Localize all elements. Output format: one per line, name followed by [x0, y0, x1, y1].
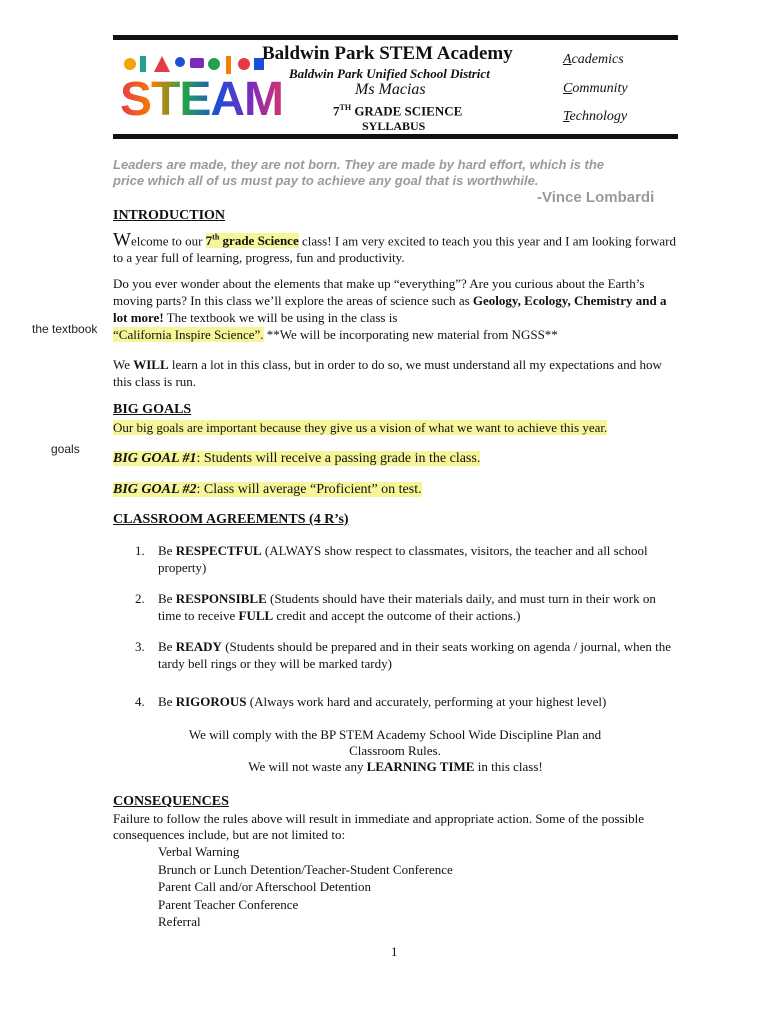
school-name: Baldwin Park STEM Academy — [262, 43, 513, 64]
agreement-item: 3. Be READY (Students should be prepared and in their seats working on agenda / journal, when the tardy bell rings or they will be marked tardy) — [135, 639, 672, 671]
intro-paragraph-2: Do you ever wonder about the elements that make up “everything”? Are you curious about the Earth’s moving parts? In this class we’ll explore the areas of science such as Geology, Ecology, Chemistry and a lot more! The textbook we will be using in the class is “California Inspire Science”. **We will be incorporating new material from NGSS** — [113, 276, 667, 342]
agreements-heading: CLASSROOM AGREEMENTS (4 R’s) — [113, 512, 349, 527]
list-item: Referral — [158, 914, 201, 929]
consequences-list — [158, 843, 453, 931]
intro-paragraph-1: Welcome to our 7th grade Science class! I am very excited to teach you this year and I am looking forward to a year full of learning, progress, fun and productivity. — [113, 229, 676, 266]
consequences-intro: Failure to follow the rules above will result in immediate and appropriate action. Some of the possible consequences include, but are not limited to: — [113, 811, 645, 842]
steam-logo — [118, 52, 283, 130]
header-top-rule — [113, 35, 678, 40]
page-number: 1 — [391, 944, 398, 959]
goals-intro: Our big goals are important because they give us a vision of what we want to achieve this year. — [113, 420, 608, 435]
agreement-item: 1. Be RESPECTFUL (ALWAYS show respect to classmates, visitors, the teacher and all school property) — [135, 543, 648, 575]
act-technology: Technology — [563, 109, 628, 124]
intro-paragraph-3: We WILL learn a lot in this class, but in order to do so, we must understand all my expectations and how this class is run. — [113, 357, 662, 389]
quote-text: Leaders are made, they are not born. They are made by hard effort, which is the price which all of us must pay to achieve any goal that is worthwhile. — [113, 157, 605, 188]
list-item: Parent Teacher Conference — [158, 896, 299, 912]
goals-heading: BIG GOALS — [113, 402, 192, 417]
list-item: Brunch or Lunch Detention/Teacher-Student Conference — [158, 861, 453, 877]
teacher-name: Ms Macias — [355, 81, 426, 98]
big-goal-1: BIG GOAL #1: Students will receive a passing grade in the class. — [113, 451, 481, 466]
agreement-item: 4. Be RIGOROUS (Always work hard and accurately, performing at your highest level) — [135, 694, 607, 709]
act-academics: Academics — [563, 52, 624, 67]
comply-statement: We will comply with the BP STEM Academy School Wide Discipline Plan and Classroom Rules. — [188, 727, 602, 758]
syllabus-label: SYLLABUS — [362, 119, 426, 133]
act-community: Community — [563, 81, 628, 96]
intro-heading: INTRODUCTION — [113, 208, 226, 223]
margin-note-textbook: the textbook — [32, 322, 98, 336]
agreement-item: 2. Be RESPONSIBLE (Students should have their materials daily, and must turn in their work on time to receive FULL credit and accept the outcome of their actions.) — [135, 591, 656, 623]
quote-author: -Vince Lombardi — [537, 189, 655, 206]
margin-note-goals: goals — [51, 442, 80, 456]
learning-time-statement: We will not waste any LEARNING TIME in this class! — [248, 759, 543, 774]
big-goal-2: BIG GOAL #2: Class will average “Proficient” on test. — [113, 482, 422, 497]
course-title: 7TH GRADE SCIENCE — [333, 103, 463, 119]
district-name: Baldwin Park Unified School District — [289, 66, 490, 81]
list-item: Parent Call and/or Afterschool Detention — [158, 879, 372, 894]
list-item: Verbal Warning — [158, 844, 240, 859]
header-bottom-rule — [113, 134, 678, 139]
consequences-heading: CONSEQUENCES — [113, 794, 229, 809]
logo-text: STEAM — [120, 73, 283, 126]
